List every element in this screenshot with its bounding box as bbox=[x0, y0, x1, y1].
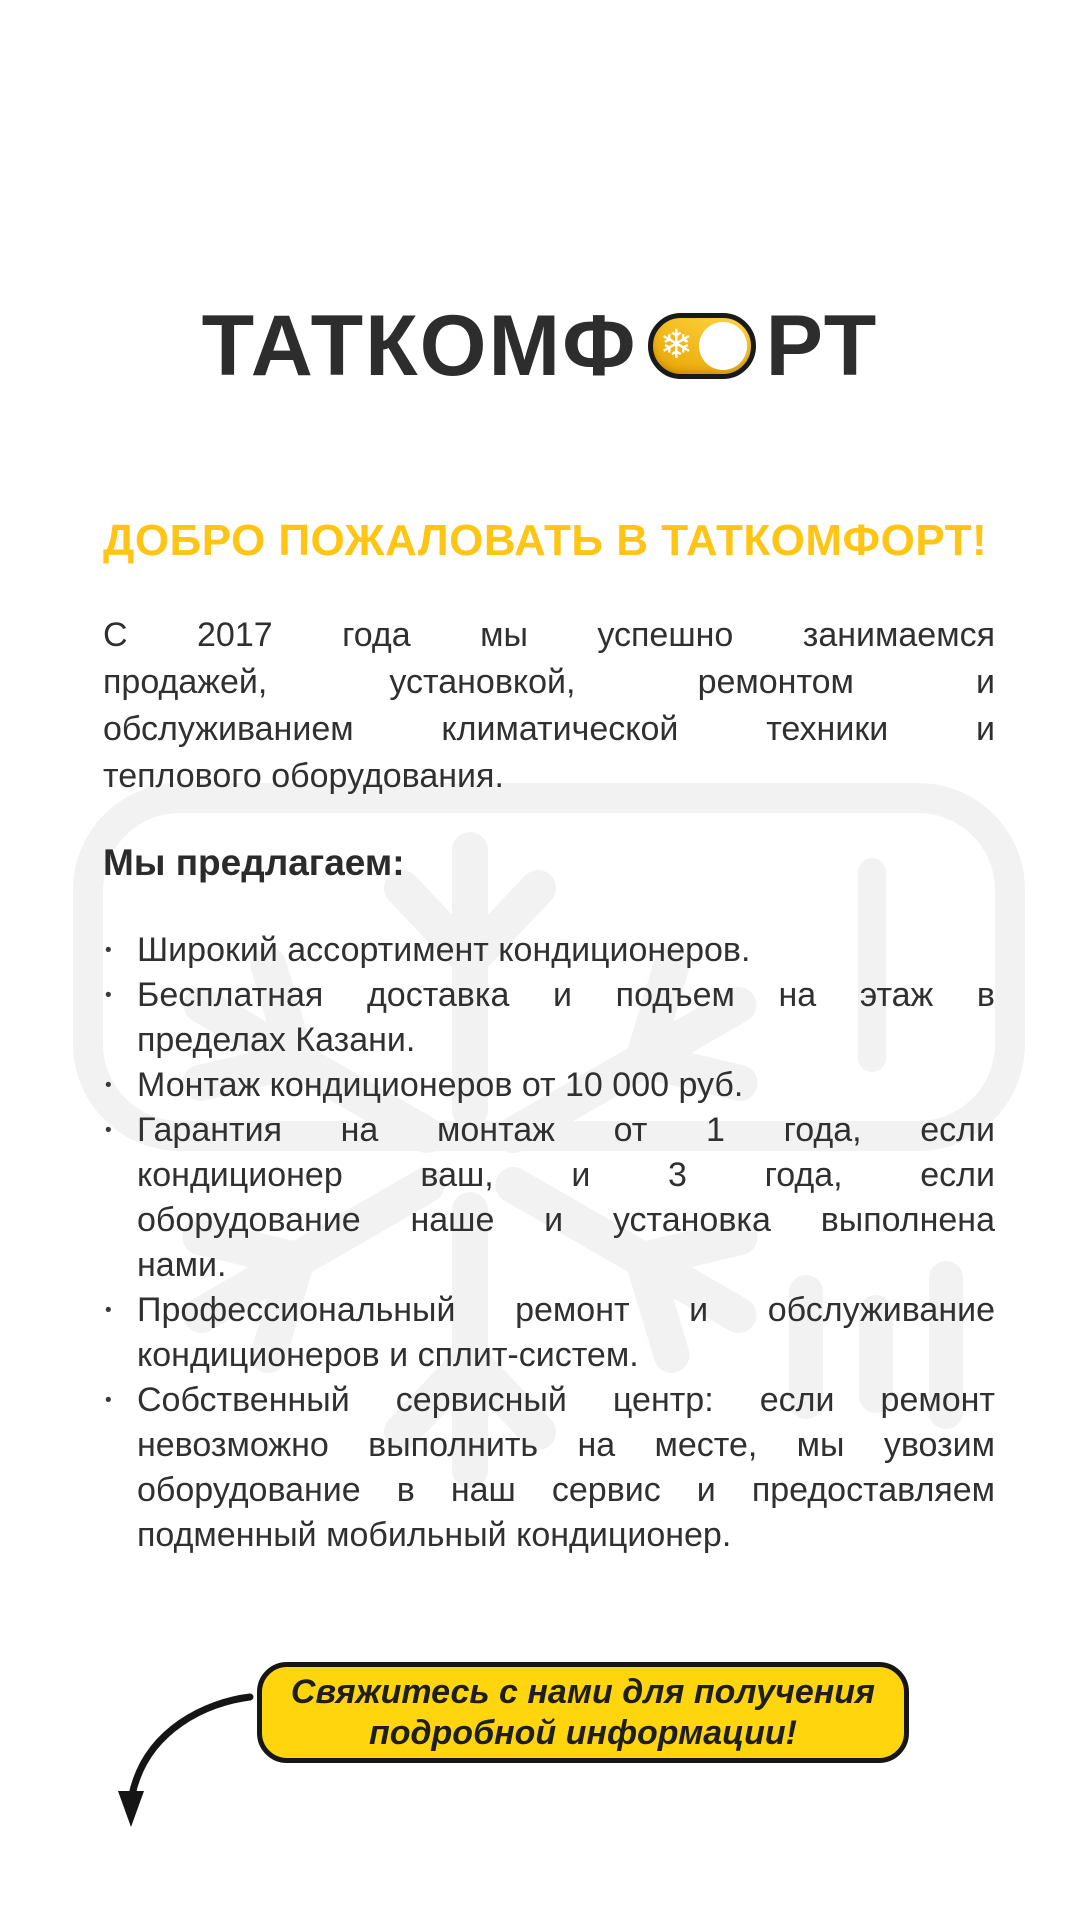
list-item-text bbox=[137, 1378, 995, 1558]
cta-text-line1: Свяжитесь с нами для получения bbox=[290, 1672, 876, 1711]
list-item-text bbox=[137, 928, 995, 973]
text-line: кондиционер ваш, и 3 года, если bbox=[137, 1156, 995, 1194]
bullet-dot: • bbox=[105, 1300, 112, 1321]
text-line: невозможно выполнить на месте, мы увозим bbox=[137, 1426, 995, 1464]
snowflake-icon: ❄ bbox=[659, 322, 696, 369]
text-line: Собственный сервисный центр: если ремонт bbox=[137, 1381, 995, 1419]
bullet-dot: • bbox=[105, 1390, 112, 1411]
list-item-text bbox=[137, 1063, 995, 1108]
list-item bbox=[103, 1378, 995, 1558]
text-line: кондиционеров и сплит-систем. bbox=[137, 1336, 639, 1374]
list-item-text bbox=[137, 1288, 995, 1378]
list-item bbox=[103, 1063, 995, 1108]
text-line: Монтаж кондиционеров от 10 000 руб. bbox=[137, 1066, 744, 1104]
cta-text-line2: подробной информации! bbox=[368, 1713, 798, 1752]
bullet-dot: • bbox=[105, 940, 112, 961]
list-item bbox=[103, 1288, 995, 1378]
logo-text-right: РТ bbox=[765, 298, 879, 394]
text-line: обслуживанием климатической техники и bbox=[103, 710, 995, 748]
text-line: пределах Казани. bbox=[137, 1021, 416, 1059]
list-item-text bbox=[137, 1108, 995, 1288]
cta-button[interactable] bbox=[257, 1662, 909, 1763]
arrow-down-icon bbox=[100, 1675, 270, 1845]
intro-paragraph bbox=[103, 612, 995, 800]
text-line: нами. bbox=[137, 1246, 227, 1284]
bullet-dot: • bbox=[105, 985, 112, 1006]
text-line: Бесплатная доставка и подъем на этаж в bbox=[137, 976, 995, 1014]
text-line: оборудование в наш сервис и предоставляем bbox=[137, 1471, 995, 1509]
list-item bbox=[103, 1108, 995, 1288]
list-item bbox=[103, 973, 995, 1063]
text-line: С 2017 года мы успешно занимаемся bbox=[103, 616, 995, 654]
welcome-heading: ДОБРО ПОЖАЛОВАТЬ В ТАТКОМФОРТ! bbox=[103, 516, 988, 565]
text-line: Широкий ассортимент кондиционеров. bbox=[137, 931, 751, 969]
list-item bbox=[103, 928, 995, 973]
offers-heading: Мы предлагаем: bbox=[103, 842, 405, 883]
toggle-knob bbox=[699, 322, 747, 370]
list-item-text bbox=[137, 973, 995, 1063]
text-line: Профессиональный ремонт и обслуживание bbox=[137, 1291, 995, 1329]
offers-list bbox=[103, 928, 995, 1558]
bullet-dot: • bbox=[105, 1120, 112, 1141]
text-line: Гарантия на монтаж от 1 года, если bbox=[137, 1111, 995, 1149]
text-line: продажей, установкой, ремонтом и bbox=[103, 663, 995, 701]
brand-logo bbox=[0, 298, 1080, 394]
text-line: оборудование наше и установка выполнена bbox=[137, 1201, 995, 1239]
logo-text-left: ТАТКОМФ bbox=[201, 298, 638, 394]
text-line: подменный мобильный кондиционер. bbox=[137, 1516, 732, 1554]
toggle-icon bbox=[648, 313, 756, 379]
text-line: теплового оборудования. bbox=[103, 757, 504, 795]
bullet-dot: • bbox=[105, 1075, 112, 1096]
